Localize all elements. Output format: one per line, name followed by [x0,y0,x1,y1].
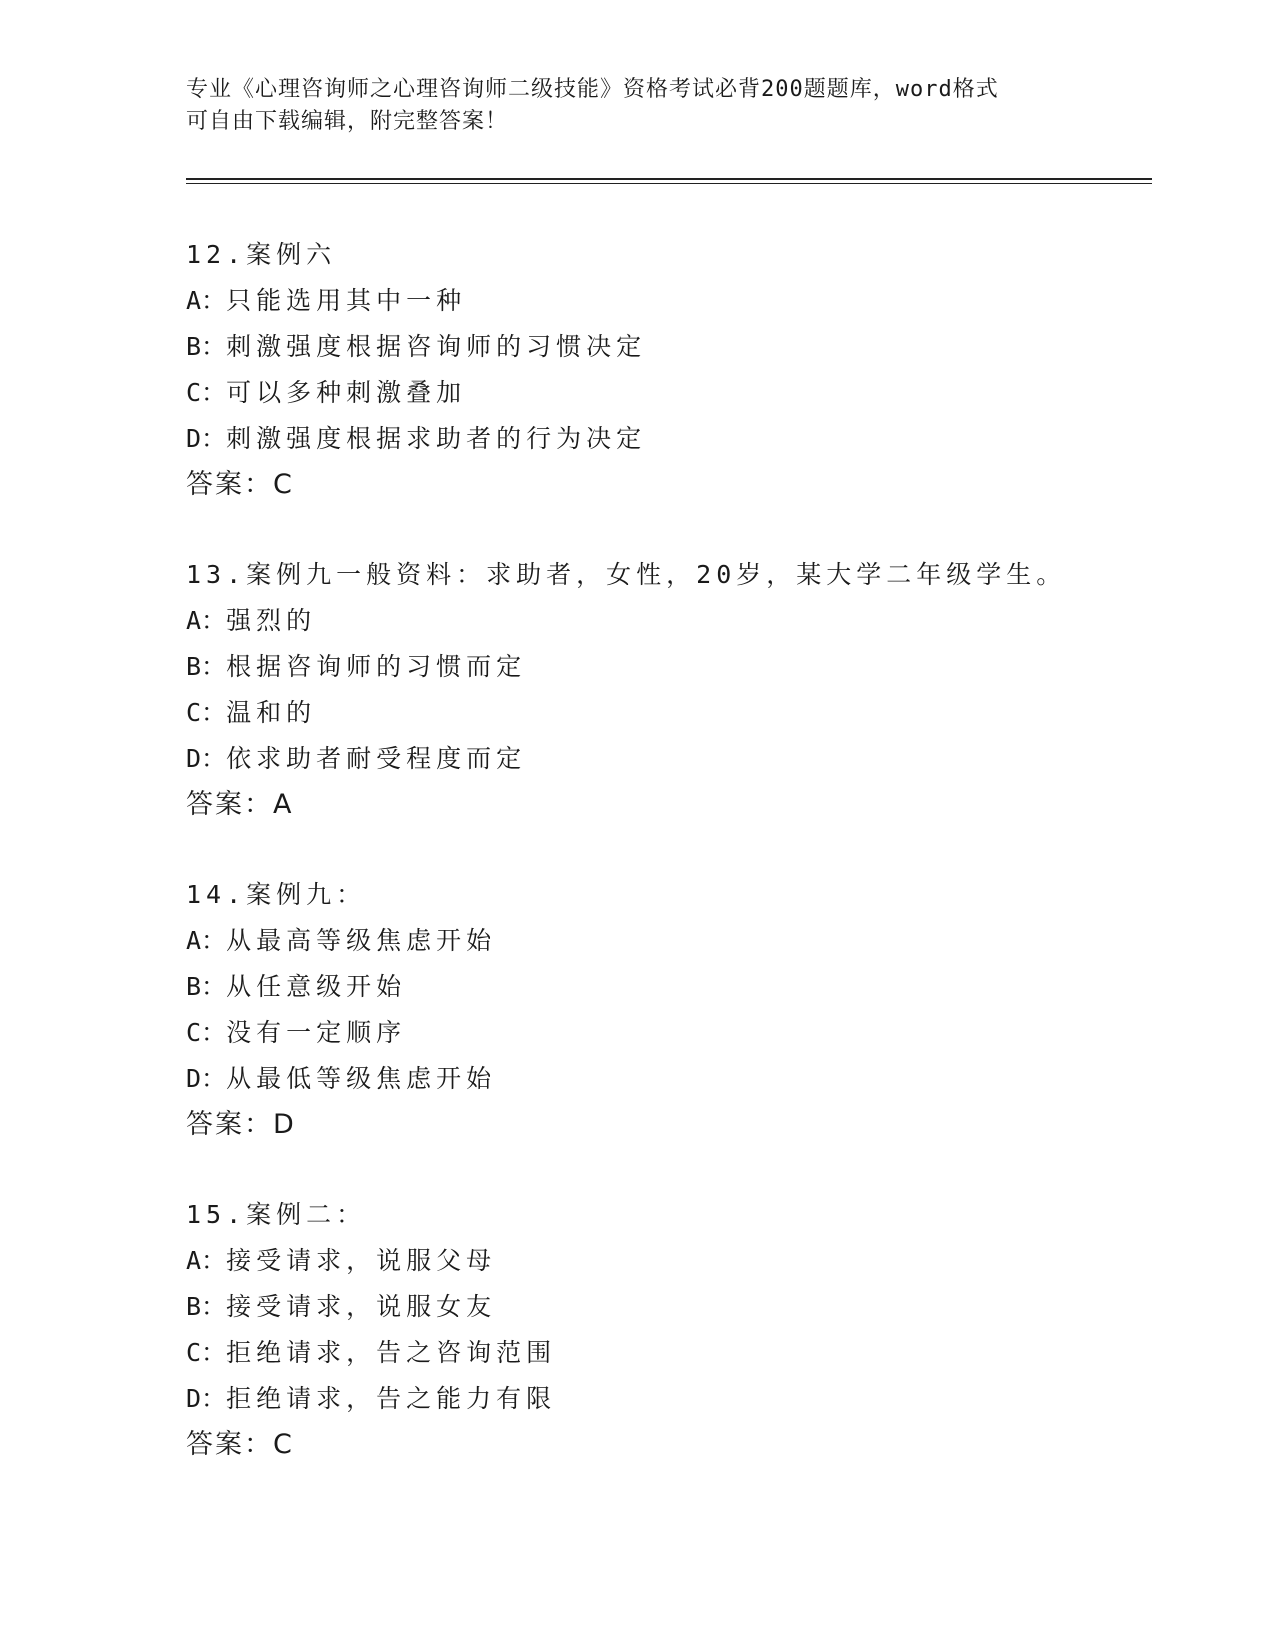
option-a [186,598,1146,644]
option-label: C： [186,1018,227,1047]
option-text: 从最高等级焦虑开始 [226,926,497,955]
question-item [186,872,1146,1192]
header-divider [186,178,1152,184]
option-label: C： [186,378,227,407]
option-label: A： [186,1246,227,1275]
option-a [186,1238,1146,1284]
option-b [186,324,1146,370]
question-item [186,1192,1146,1512]
option-text: 拒绝请求，告之能力有限 [226,1384,557,1413]
answer-line: 答案：C [186,1429,294,1460]
question-item [186,232,1146,552]
question-item [186,552,1146,872]
option-label: D： [186,744,227,773]
question-stem: 15.案例二： [186,1200,367,1229]
option-text: 接受请求，说服父母 [226,1246,497,1275]
option-label: D： [186,1064,227,1093]
option-c [186,1330,1146,1376]
option-label: A： [186,286,227,315]
header-title-line-2: 可自由下载编辑，附完整答案！ [186,109,509,134]
document-header [186,74,1086,138]
option-text: 可以多种刺激叠加 [226,378,467,407]
answer-line: 答案：C [186,469,294,500]
option-text: 从任意级开始 [226,972,407,1001]
option-text: 拒绝请求，告之咨询范围 [226,1338,557,1367]
option-label: D： [186,424,227,453]
option-text: 从最低等级焦虑开始 [226,1064,497,1093]
option-text: 依求助者耐受程度而定 [226,744,527,773]
option-a [186,278,1146,324]
option-text: 刺激强度根据咨询师的习惯决定 [226,332,647,361]
option-d [186,1376,1146,1422]
option-b [186,964,1146,1010]
question-stem: 13.案例九一般资料：求助者，女性，20岁，某大学二年级学生。 [186,560,1067,589]
option-text: 温和的 [226,698,317,727]
option-label: C： [186,698,227,727]
option-d [186,1056,1146,1102]
option-label: B： [186,972,227,1001]
option-text: 强烈的 [226,606,317,635]
option-label: B： [186,1292,227,1321]
question-list [186,232,1146,1512]
option-d [186,416,1146,462]
answer-line: 答案：A [186,789,294,820]
option-c [186,690,1146,736]
option-label: B： [186,652,227,681]
option-c [186,370,1146,416]
option-c [186,1010,1146,1056]
option-text: 接受请求，说服女友 [226,1292,497,1321]
option-label: B： [186,332,227,361]
option-label: A： [186,926,227,955]
option-label: C： [186,1338,227,1367]
option-d [186,736,1146,782]
option-b [186,1284,1146,1330]
option-text: 刺激强度根据求助者的行为决定 [226,424,647,453]
option-a [186,918,1146,964]
question-stem: 12.案例六 [186,240,337,269]
option-label: A： [186,606,227,635]
option-text: 没有一定顺序 [226,1018,407,1047]
option-label: D： [186,1384,227,1413]
question-stem: 14.案例九： [186,880,367,909]
option-text: 根据咨询师的习惯而定 [226,652,527,681]
answer-line: 答案：D [186,1109,296,1140]
option-text: 只能选用其中一种 [226,286,467,315]
option-b [186,644,1146,690]
header-title-line-1: 专业《心理咨询师之心理咨询师二级技能》资格考试必背200题题库，word格式 [186,77,999,102]
